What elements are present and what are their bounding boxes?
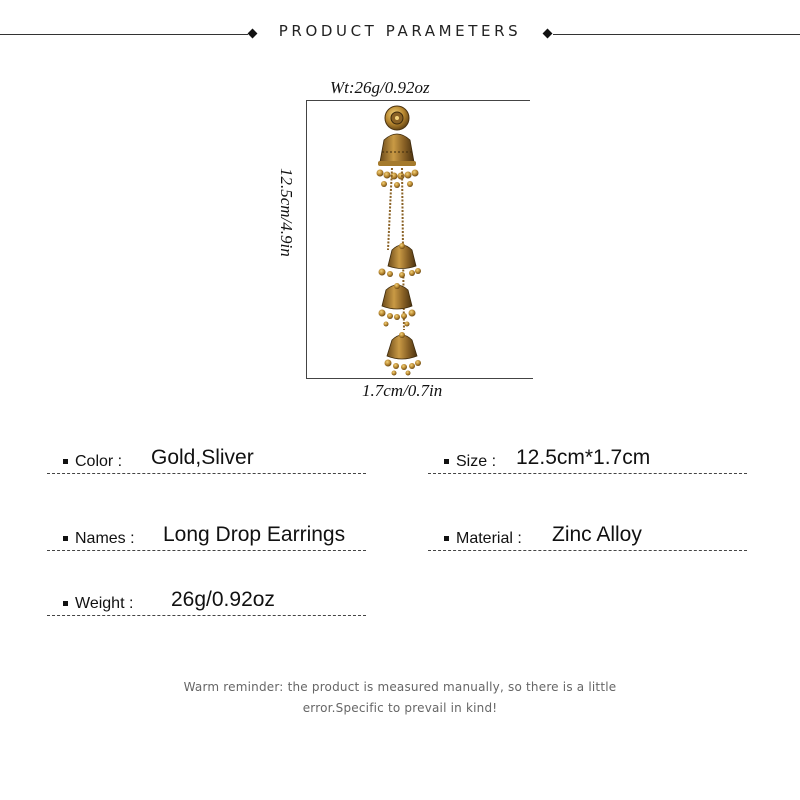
spec-material — [428, 524, 747, 551]
bullet-icon — [63, 601, 68, 606]
spec-value: Zinc Alloy — [552, 523, 642, 546]
reminder-line-1: Warm reminder: the product is measured manually, so there is a little — [183, 680, 617, 694]
bullet-icon — [63, 459, 68, 464]
spec-size — [428, 447, 747, 474]
reminder-line-2: error.Specific to prevail in kind! — [302, 701, 498, 715]
spec-label: Color : — [75, 453, 123, 470]
spec-label: Material : — [456, 530, 522, 547]
spec-label: Names : — [75, 530, 135, 547]
header-line-right — [553, 34, 800, 35]
header-diamond-right — [543, 29, 553, 39]
page-title: PRODUCT PARAMETERS — [278, 22, 522, 40]
spec-label: Size : — [456, 453, 497, 470]
spec-weight — [47, 589, 366, 616]
bullet-icon — [444, 536, 449, 541]
spec-names — [47, 524, 366, 551]
bullet-icon — [63, 536, 68, 541]
spec-value: 26g/0.92oz — [171, 588, 275, 611]
width-dimension-label: 1.7cm/0.7in — [362, 381, 443, 400]
header-diamond-left — [248, 29, 258, 39]
spec-value: 12.5cm*1.7cm — [516, 446, 651, 469]
spec-color — [47, 447, 366, 474]
bullet-icon — [444, 459, 449, 464]
spec-label: Weight : — [75, 595, 134, 612]
height-dimension-line — [306, 100, 307, 379]
header-line-left — [0, 34, 248, 35]
spec-value: Gold,Sliver — [151, 446, 254, 469]
spec-value: Long Drop Earrings — [163, 523, 346, 546]
earring-image — [360, 100, 450, 380]
height-dimension-label: 12.5cm/4.9in — [277, 168, 296, 257]
weight-dimension-label: Wt:26g/0.92oz — [330, 78, 430, 97]
